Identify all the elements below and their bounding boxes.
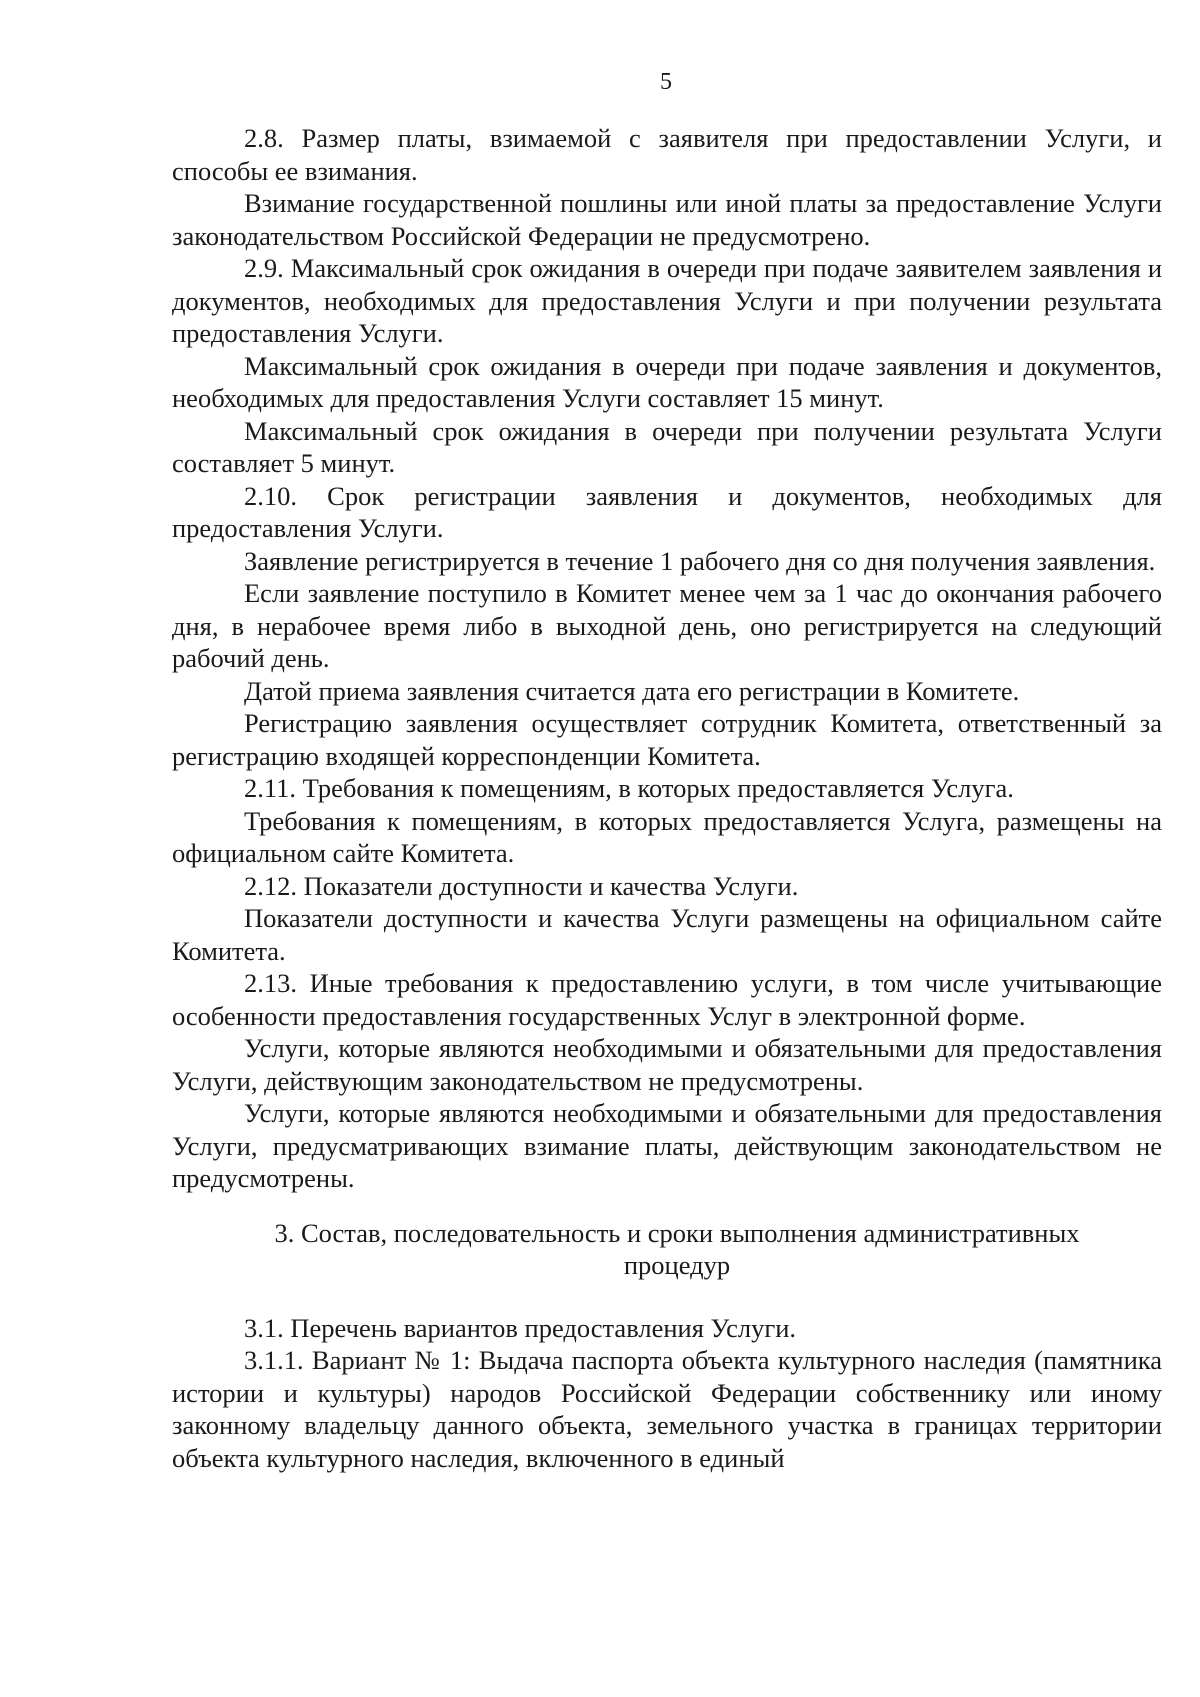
paragraph-paid-services: Услуги, которые являются необходимыми и обязательными для предоставления Услуги, предусматривающих взимание платы, действующим законодательством не предусмотрены. <box>172 1098 1162 1193</box>
paragraph-2-8: 2.8. Размер платы, взимаемой с заявителя при предоставлении Услуги, и способы ее взимания. <box>172 123 1162 186</box>
paragraph-2-9: 2.9. Максимальный срок ожидания в очереди при подаче заявителем заявления и документов, необходимых для предоставления Услуги и при получении результата предоставления Услуги. <box>172 253 1162 348</box>
paragraph-registration-period: Заявление регистрируется в течение 1 рабочего дня со дня получения заявления. <box>244 545 1156 576</box>
paragraph-2-12: 2.12. Показатели доступности и качества Услуги. <box>244 870 799 901</box>
section-heading <box>172 1217 1162 1282</box>
paragraph-2-11: 2.11. Требования к помещениям, в которых предоставляется Услуга. <box>244 773 1014 803</box>
paragraph-late-submission: Если заявление поступило в Комитет менее чем за 1 час до окончания рабочего дня, в нерабочее время либо в выходной день, оно регистрируется на следующий рабочий день. <box>172 578 1162 673</box>
paragraph-required-services: Услуги, которые являются необходимыми и обязательными для предоставления Услуги, действующим законодательством не предусмотрены. <box>172 1033 1162 1096</box>
section-heading-line-2: процедур <box>623 1250 731 1280</box>
paragraph-wait-result: Максимальный срок ожидания в очереди при получении результата Услуги составляет 5 минут. <box>172 415 1162 478</box>
paragraph-3-1: 3.1. Перечень вариантов предоставления Услуги. <box>244 1312 797 1343</box>
paragraph-2-10: 2.10. Срок регистрации заявления и документов, необходимых для предоставления Услуги. <box>172 480 1162 543</box>
paragraph-indicators: Показатели доступности и качества Услуги размещены на официальном сайте Комитета. <box>172 903 1162 966</box>
page-number: 5 <box>660 69 672 95</box>
spacer <box>172 1282 1162 1312</box>
paragraph-registrar: Регистрацию заявления осуществляет сотрудник Комитета, ответственный за регистрацию входящей корреспонденции Комитета. <box>172 708 1162 771</box>
paragraph-premises: Требования к помещениям, в которых предоставляется Услуга, размещены на официальном сайте Комитета. <box>172 805 1162 868</box>
paragraph-fee: Взимание государственной пошлины или иной платы за предоставление Услуги законодательством Российской Федерации не предусмотрено. <box>172 188 1162 251</box>
section-heading-line-1: 3. Состав, последовательность и сроки выполнения административных <box>274 1217 1080 1248</box>
paragraph-wait-submit: Максимальный срок ожидания в очереди при подаче заявления и документов, необходимых для предоставления Услуги составляет 15 минут. <box>172 350 1162 413</box>
paragraph-3-1-1: 3.1.1. Вариант № 1: Выдача паспорта объекта культурного наследия (памятника истории и культуры) народов Российской Федерации собственнику или иному законному владельцу данного объекта, земельного участка в границах территории объекта культурного наследия, включенного в единый <box>172 1345 1162 1473</box>
paragraph-2-13: 2.13. Иные требования к предоставлению услуги, в том числе учитывающие особенности предоставления государственных Услуг в электронной форме. <box>172 968 1162 1031</box>
document-body <box>172 122 1162 1474</box>
spacer <box>172 1195 1162 1217</box>
paragraph-acceptance-date: Датой приема заявления считается дата его регистрации в Комитете. <box>244 675 1020 706</box>
